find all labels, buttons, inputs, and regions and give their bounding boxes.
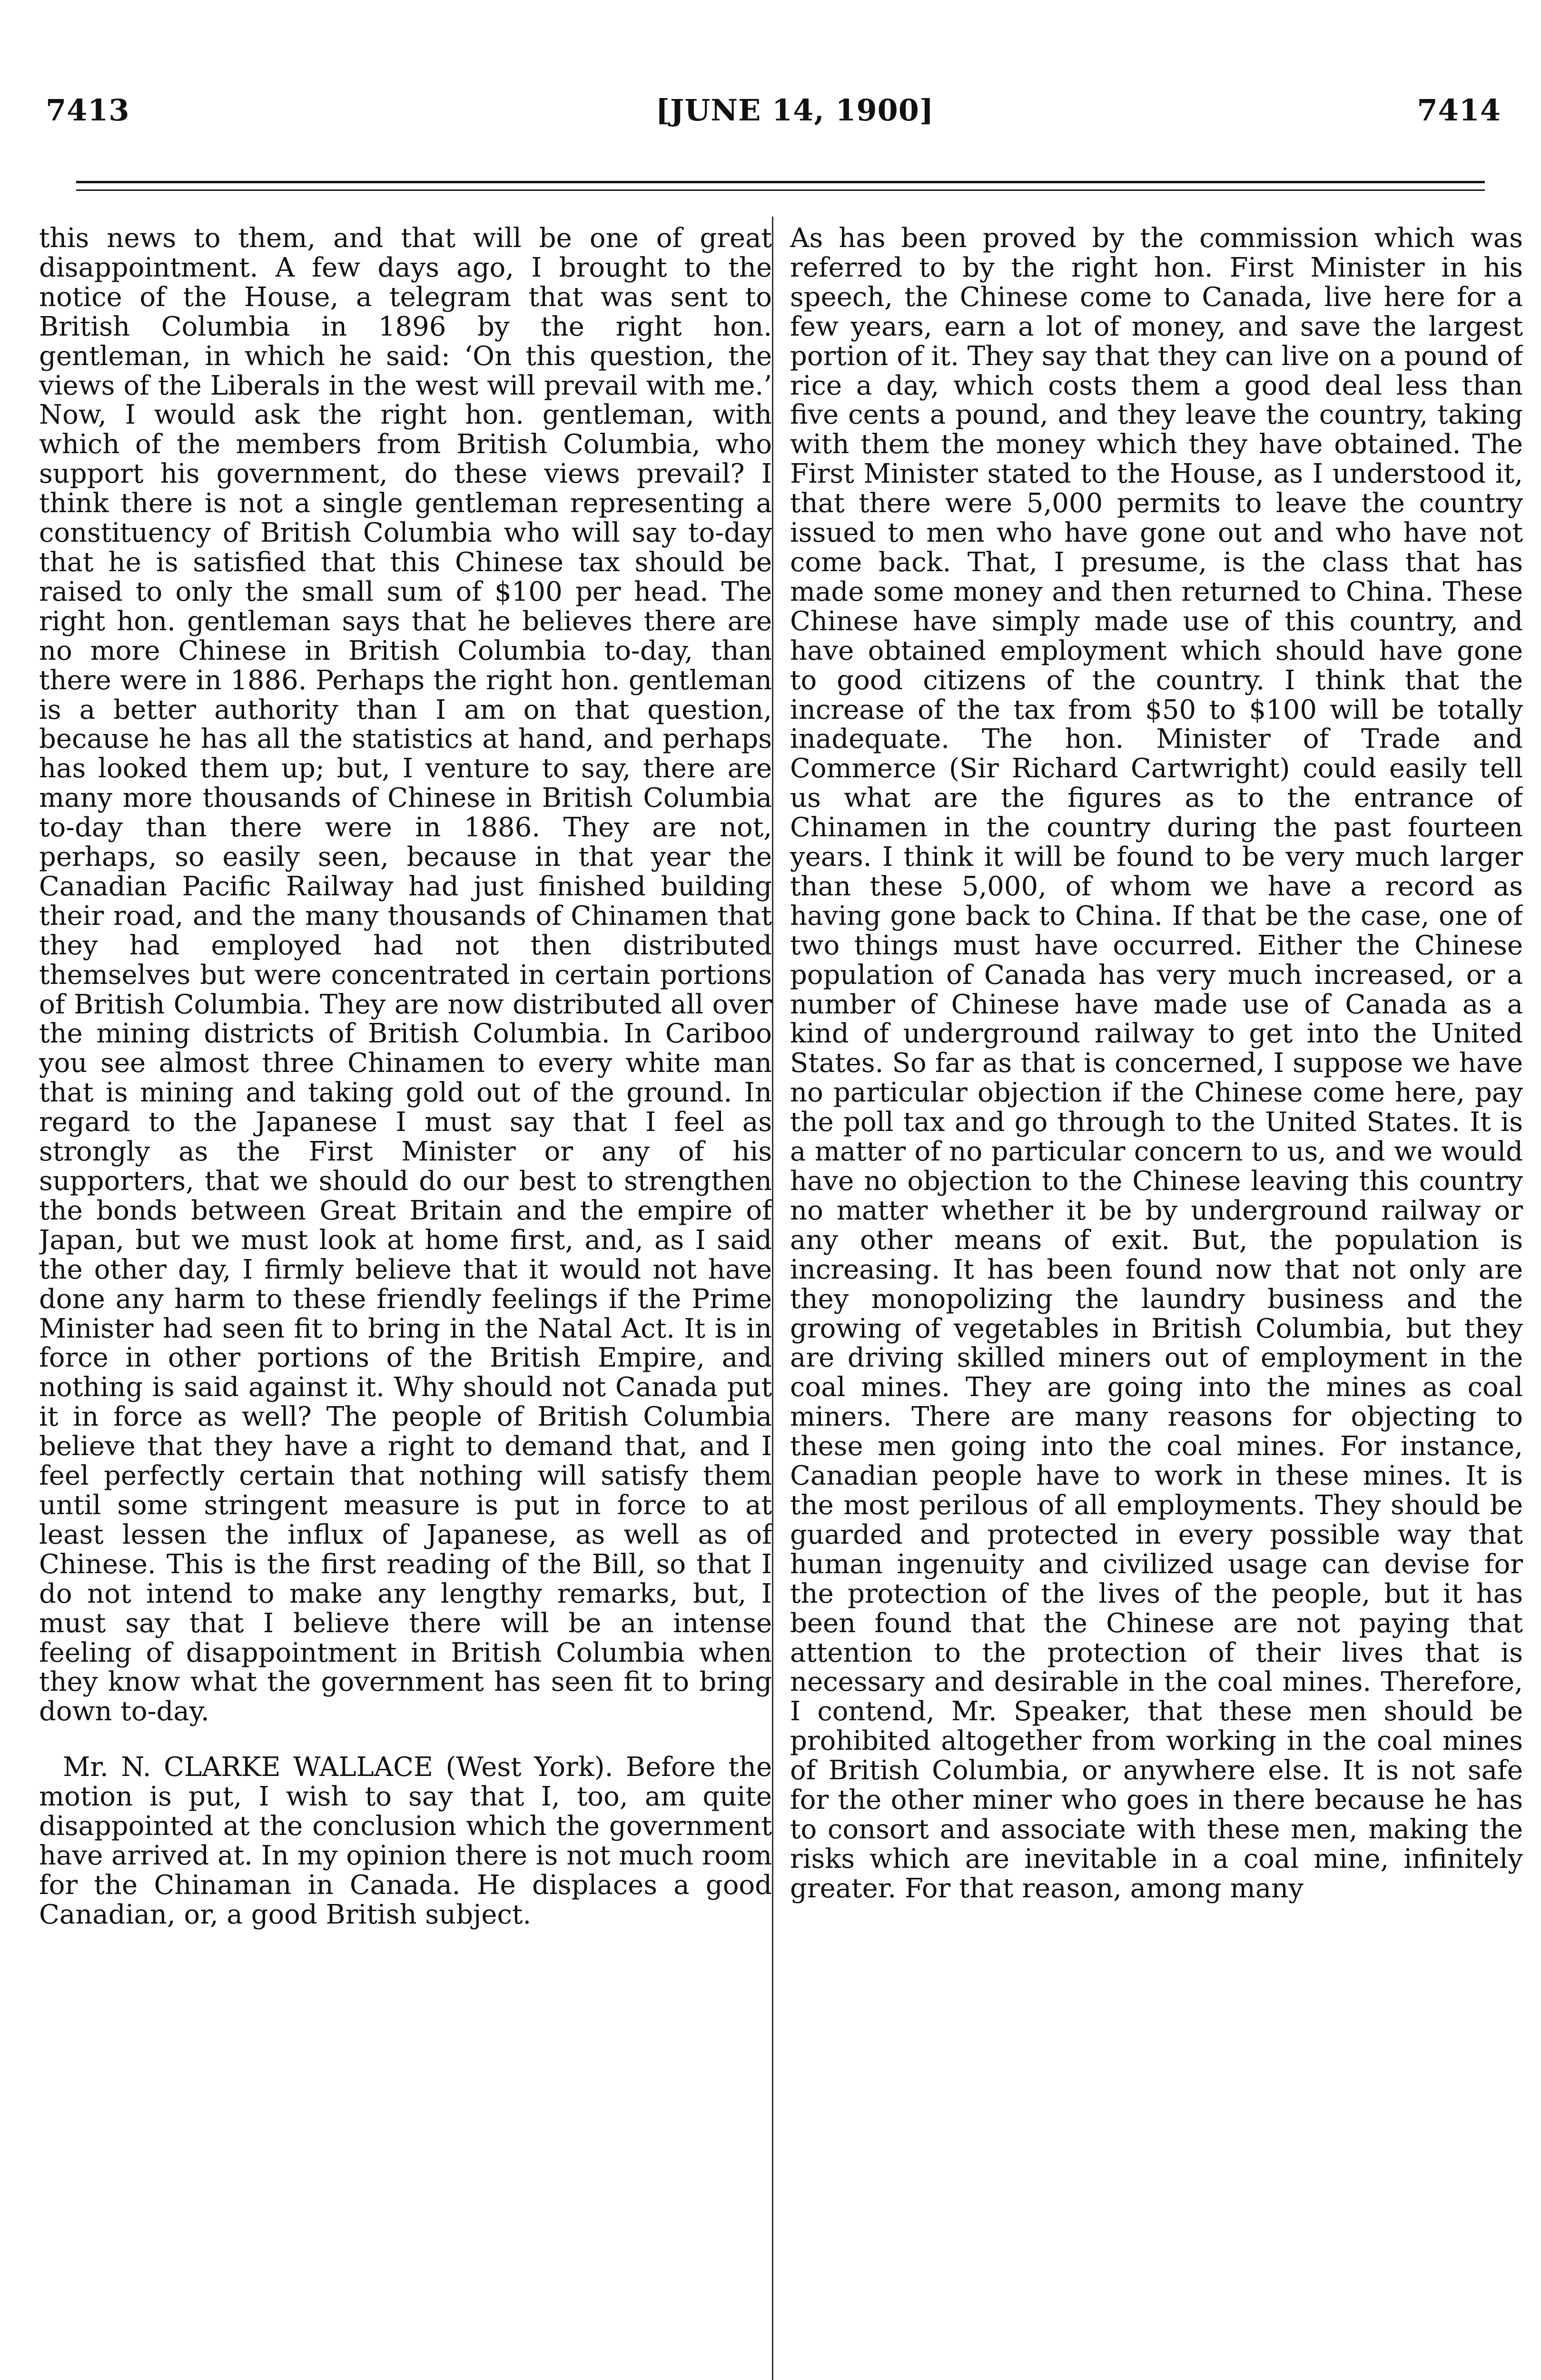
left-paragraph-2: Before the motion is put, I wish to say that I, too, am quite disappointed at the conclusion which the government have arrived at. In my opinion there is not much room for the Chinaman in Canada. He displaces a good Canadian, or, a good British subject. <box>39 1752 772 1930</box>
right-paragraph-1: As has been proved by the commission which was referred to by the right hon. First Minister in his speech, the Chinese come to Canada, live here for a few years, earn a lot of money, and save the largest portion of it. They say that they can live on a pound of rice a day, which costs them a good deal less than five cents a pound, and they leave the country, taking with them the money which they have obtained. The First Minister stated to the House, as I understood it, that there were 5,000 permits to leave the country issued to men who have gone out and who have not come back. That, I presume, is the class that has made some money and then returned to China. These Chinese have simply made use of this country, and have obtained employment which should have gone to good citizens of the country. I think that the increase of the tax from $50 to $100 will be totally inadequate. The hon. Minister of Trade and Commerce (Sir Richard Cartwright) could easily tell us what are the figures as to the entrance of Chinamen in the country during the past fourteen years. I think it will be found to be very much larger than these 5,000, of whom we have a record as having gone back to China. If that be the case, one of two things must have occurred. Either the Chinese population of Canada has very much increased, or a number of Chinese have made use of Canada as a kind of underground railway to get into the United States. So far as that is concerned, I suppose we have no particular objection if the Chinese come here, pay the poll tax and go through to the United States. It is a matter of no particular concern to us, and we would have no objection to the Chinese leaving this country no matter whether it be by underground railway or any other means of exit. But, the population is increasing. It has been found now that not only are they monopolizing the laundry business and the growing of vegetables in British Columbia, but they are driving skilled miners out of employment in the coal mines. They are going into the mines as coal miners. There are many reasons for objecting to these men going into the coal mines. For instance, Canadian people have to work in these mines. It is the most perilous of all employments. They should be guarded and protected in every possible way that human ingenuity and civilized usage can devise for the protection of the lives of the people, but it has been found that the Chinese are not paying that attention to the protection of their lives that is necessary and desirable in the coal mines. Therefore, I contend, Mr. Speaker, that these men should be prohibited altogether from working in the coal mines of British Columbia, or anywhere else. It is not safe for the other miner who goes in there because he has to consort and associate with these men, making the risks which are inevitable in a coal mine, infinitely greater. For that reason, among many <box>790 224 1523 1904</box>
header-rule-bottom <box>76 189 1485 191</box>
header-rule-top <box>76 181 1485 183</box>
page-date-header: [JUNE 14, 1900] <box>655 93 934 128</box>
speech-paragraph <box>39 1753 772 1929</box>
left-column-number: 7413 <box>46 93 130 128</box>
right-text-column <box>790 224 1523 2380</box>
right-column-number: 7414 <box>1417 93 1501 128</box>
left-text-column <box>39 224 772 2380</box>
left-paragraph-1: this news to them, and that will be one of great disappointment. A few days ago, I brought to the notice of the House, a telegram that was sent to British Columbia in 1896 by the right hon. gentleman, in which he said: ‘On this question, the views of the Liberals in the west will prevail with me.’ Now, I would ask the right hon. gentleman, with which of the members from British Columbia, who support his government, do these views prevail? I think there is not a single gentleman representing a constituency of British Columbia who will say to-day that he is satisfied that this Chinese tax should be raised to only the small sum of $100 per head. The right hon. gentleman says that he believes there are no more Chinese in British Columbia to-day, than there were in 1886. Perhaps the right hon. gentleman is a better authority than I am on that question, because he has all the statistics at hand, and perhaps has looked them up; but, I venture to say, there are many more thousands of Chinese in British Columbia to-day than there were in 1886. They are not, perhaps, so easily seen, because in that year the Canadian Pacific Railway had just finished building their road, and the many thousands of Chinamen that they had employed had not then distributed themselves but were concentrated in certain portions of British Columbia. They are now distributed all over the mining districts of British Columbia. In Cariboo you see almost three Chinamen to every white man that is mining and taking gold out of the ground. In regard to the Japanese I must say that I feel as strongly as the First Minister or any of his supporters, that we should do our best to strengthen the bonds between Great Britain and the empire of Japan, but we must look at home first, and, as I said the other day, I firmly believe that it would not have done any harm to these friendly feelings if the Prime Minister had seen fit to bring in the Natal Act. It is in force in other portions of the British Empire, and nothing is said against it. Why should not Canada put it in force as well? The people of British Columbia believe that they have a right to demand that, and I feel perfectly certain that nothing will satisfy them until some stringent measure is put in force to at least lessen the influx of Japanese, as well as of Chinese. This is the first reading of the Bill, so that I do not intend to make any lengthy remarks, but, I must say that I believe there will be an intense feeling of disappointment in British Columbia when they know what the government has seen fit to bring down to-day. <box>39 224 772 1727</box>
column-divider <box>772 217 773 2380</box>
speaker-name: Mr. N. CLARKE WALLACE (West York). <box>63 1752 613 1783</box>
